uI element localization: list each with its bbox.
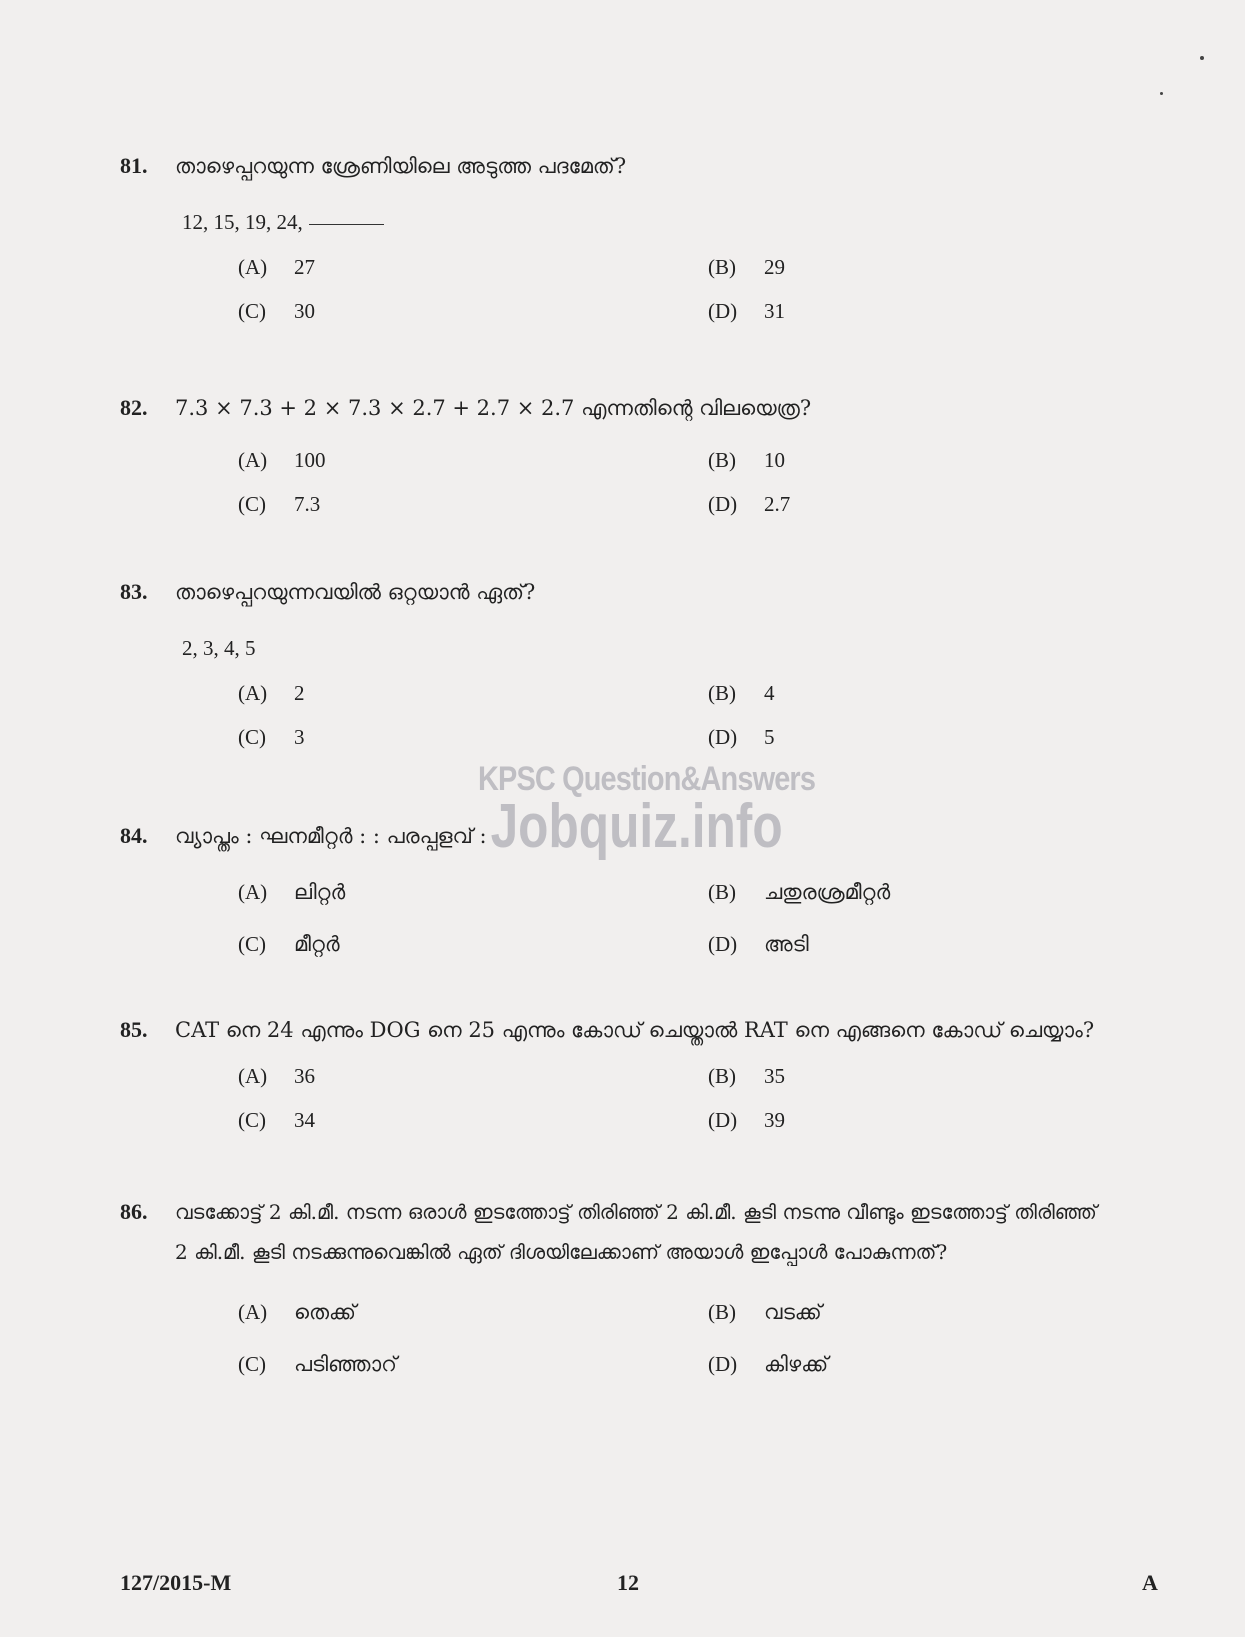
option-d xyxy=(708,725,775,750)
question-text-line2: 2 കി.മീ. കൂടി നടക്കുന്നുവെങ്കിൽ ഏത് ദിശയിലേക്കാണ് അയാൾ ഇപ്പോൾ പോകുന്നത്? xyxy=(175,1240,948,1264)
option-letter: (C) xyxy=(238,724,266,749)
option-value: 39 xyxy=(764,1107,785,1132)
option-letter: (C) xyxy=(238,491,266,516)
option-d xyxy=(708,1352,828,1377)
option-a xyxy=(238,1300,356,1325)
question-number: 85. xyxy=(120,1017,148,1042)
option-value: 10 xyxy=(764,447,785,472)
option-a xyxy=(238,448,326,473)
option-letter: (D) xyxy=(708,298,738,323)
option-letter: (D) xyxy=(708,1107,738,1132)
question-number: 81. xyxy=(120,153,148,178)
option-letter: (C) xyxy=(238,931,266,956)
option-letter: (D) xyxy=(708,931,738,956)
paper-code: 127/2015-M xyxy=(120,1570,232,1595)
option-letter: (A) xyxy=(238,1063,268,1088)
watermark-line1: KPSC Question&Answers xyxy=(478,760,816,798)
option-value: 2.7 xyxy=(764,491,791,516)
option-value: 36 xyxy=(294,1063,315,1088)
question-text: താഴെപ്പറയുന്നവയിൽ ഒറ്റയാൻ ഏത്? xyxy=(175,580,536,604)
option-value: 100 xyxy=(294,447,326,472)
question-text: 7.3 × 7.3 + 2 × 7.3 × 2.7 + 2.7 × 2.7 എന്നതിന്റെ വിലയെത്ര? xyxy=(175,396,812,420)
question-83 xyxy=(120,576,1180,759)
option-value: 34 xyxy=(294,1107,315,1132)
question-set: A xyxy=(1142,1570,1158,1595)
question-text: വ്യാപ്തം : ഘനമീറ്റർ : : പരപ്പളവ് : xyxy=(175,824,487,848)
option-b xyxy=(708,681,775,706)
option-letter: (B) xyxy=(708,447,736,472)
option-a xyxy=(238,255,315,280)
option-b xyxy=(708,448,785,473)
option-letter: (B) xyxy=(708,1063,736,1088)
option-letter: (D) xyxy=(708,724,738,749)
page-number: 12 xyxy=(617,1570,639,1595)
number-series xyxy=(120,210,1180,235)
option-c xyxy=(238,1352,397,1377)
question-84 xyxy=(120,820,1180,970)
option-value: ചതുരശ്രമീറ്റർ xyxy=(764,879,891,904)
option-b xyxy=(708,1064,785,1089)
option-letter: (A) xyxy=(238,1299,268,1324)
option-value: വടക്ക് xyxy=(764,1299,822,1324)
options xyxy=(120,1286,1180,1390)
option-value: 35 xyxy=(764,1063,785,1088)
option-value: മീറ്റർ xyxy=(294,931,340,956)
option-value: 31 xyxy=(764,298,785,323)
option-c xyxy=(238,299,315,324)
options xyxy=(120,1054,1180,1142)
question-85 xyxy=(120,1014,1180,1142)
option-c xyxy=(238,932,340,957)
option-letter: (B) xyxy=(708,254,736,279)
question-number: 82. xyxy=(120,395,148,420)
option-letter: (A) xyxy=(238,879,268,904)
option-letter: (A) xyxy=(238,680,268,705)
option-letter: (A) xyxy=(238,254,268,279)
option-c xyxy=(238,492,320,517)
number-series: 2, 3, 4, 5 xyxy=(182,636,256,660)
watermark-line2: Jobquiz.info xyxy=(490,792,783,861)
option-letter: (B) xyxy=(708,1299,736,1324)
option-d xyxy=(708,492,790,517)
option-a xyxy=(238,880,345,905)
option-letter: (C) xyxy=(238,1107,266,1132)
option-value: ലിറ്റർ xyxy=(294,879,346,904)
option-c xyxy=(238,725,305,750)
question-text: വടക്കോട്ട് 2 കി.മീ. നടന്ന ഒരാൾ ഇടത്തോട്ട് തിരിഞ്ഞ് 2 കി.മീ. കൂടി നടന്നു വീണ്ടും ഇടത്തോട്ട് തിരിഞ്ഞ് xyxy=(175,1200,1097,1224)
question-text: താഴെപ്പറയുന്ന ശ്രേണിയിലെ അടുത്ത പദമേത്? xyxy=(175,154,627,178)
options xyxy=(120,438,1180,526)
options xyxy=(120,866,1180,970)
option-value: 2 xyxy=(294,680,305,705)
question-86 xyxy=(120,1196,1180,1390)
options xyxy=(120,245,1180,333)
question-text: CAT നെ 24 എന്നും DOG നെ 25 എന്നും കോഡ് ചെയ്താൽ RAT നെ എങ്ങനെ കോഡ് ചെയ്യാം? xyxy=(175,1018,1095,1042)
option-a xyxy=(238,1064,315,1089)
option-value: പടിഞ്ഞാറ് xyxy=(294,1351,397,1376)
question-81 xyxy=(120,150,1180,333)
option-c xyxy=(238,1108,315,1133)
scan-speck xyxy=(1160,92,1163,95)
option-value: 3 xyxy=(294,724,305,749)
scan-speck xyxy=(1200,56,1204,60)
option-b xyxy=(708,255,785,280)
option-d xyxy=(708,299,785,324)
option-b xyxy=(708,1300,822,1325)
options xyxy=(120,671,1180,759)
question-number: 83. xyxy=(120,579,148,604)
question-number: 84. xyxy=(120,823,148,848)
option-value: 4 xyxy=(764,680,775,705)
option-value: 5 xyxy=(764,724,775,749)
option-letter: (C) xyxy=(238,298,266,323)
option-letter: (A) xyxy=(238,447,268,472)
question-number: 86. xyxy=(120,1199,148,1224)
option-letter: (B) xyxy=(708,680,736,705)
answer-blank xyxy=(309,224,384,225)
option-value: 29 xyxy=(764,254,785,279)
option-d xyxy=(708,1108,785,1133)
option-value: തെക്ക് xyxy=(294,1299,356,1324)
option-value: അടി xyxy=(764,931,809,956)
option-value: 7.3 xyxy=(294,491,321,516)
option-value: കിഴക്ക് xyxy=(764,1351,829,1376)
option-d xyxy=(708,932,809,957)
option-letter: (D) xyxy=(708,1351,738,1376)
option-letter: (C) xyxy=(238,1351,266,1376)
option-letter: (B) xyxy=(708,879,736,904)
question-82 xyxy=(120,392,1180,526)
option-letter: (D) xyxy=(708,491,738,516)
series-text: 12, 15, 19, 24, xyxy=(182,210,303,234)
option-value: 30 xyxy=(294,298,315,323)
option-a xyxy=(238,681,305,706)
option-value: 27 xyxy=(294,254,315,279)
option-b xyxy=(708,880,890,905)
